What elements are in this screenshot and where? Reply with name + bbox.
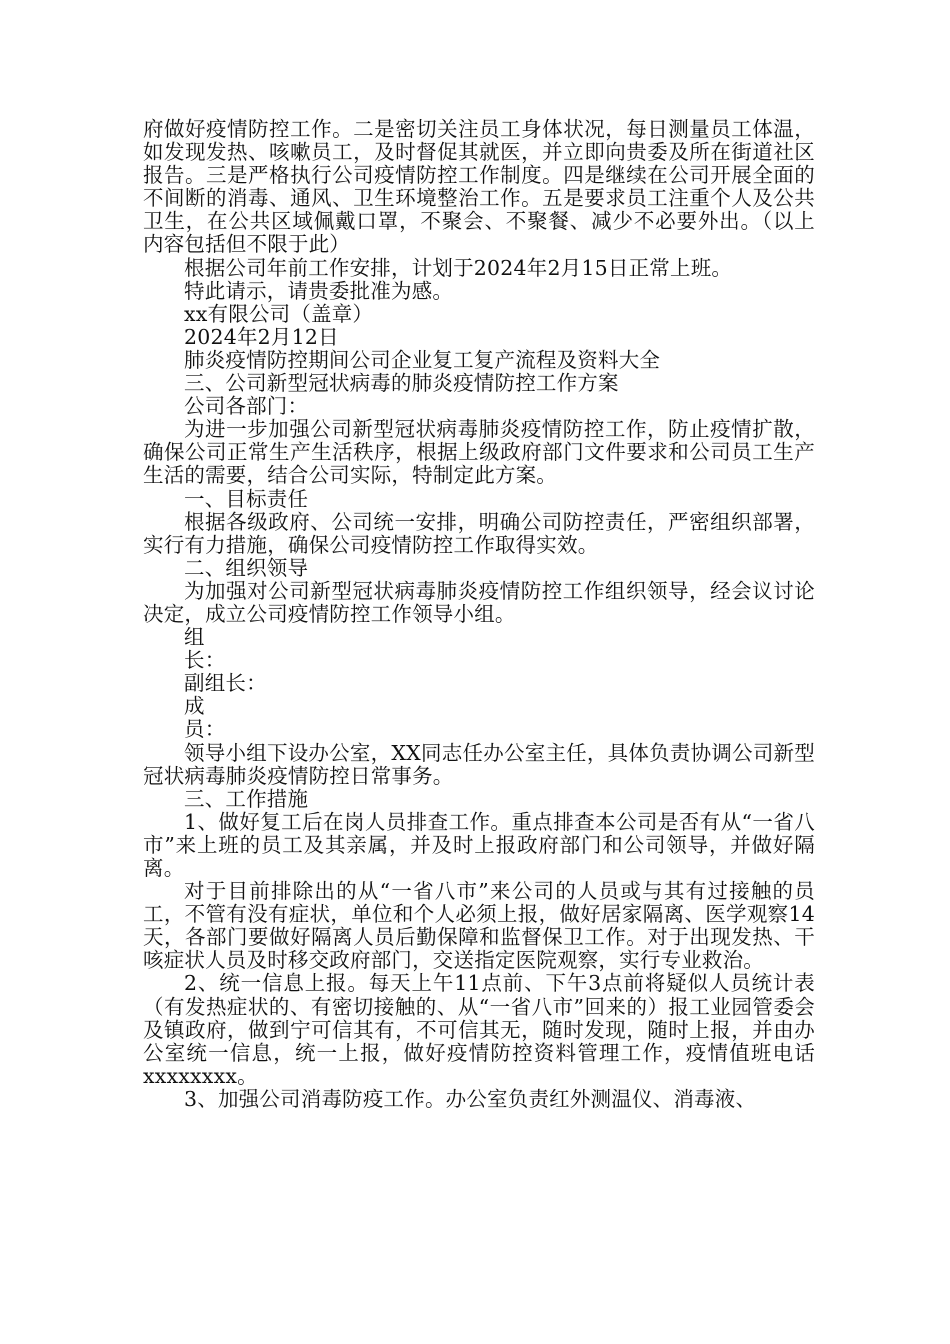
section-title: 肺炎疫情防控期间公司企业复工复产流程及资料大全	[184, 347, 661, 372]
document-date: 2024年2月12日	[184, 324, 339, 349]
paragraph: 特此请示，请贵委批准为感。	[184, 278, 454, 303]
role-label: 员：	[184, 717, 226, 742]
role-label: 成	[184, 694, 205, 719]
paragraph: 根据公司年前工作安排，计划于2024年2月15日正常上班。	[184, 255, 733, 280]
paragraph: 领导小组下设办公室，XX同志任办公室主任，具体负责协调公司新型冠状病毒肺炎疫情防控日常事务。	[143, 740, 815, 788]
section-heading: 三、公司新型冠状病毒的肺炎疫情防控工作方案	[184, 371, 619, 396]
paragraph: 3、加强公司消毒防疫工作。办公室负责红外测温仪、消毒液、	[184, 1086, 757, 1111]
paragraph: 2、统一信息上报。每天上午11点前、下午3点前将疑似人员统计表（有发热症状的、有密切接触的、从“一省八市”回来的）报工业园管委会及镇政府，做到宁可信其有，不可信其无，随时发现，随时上报，并由办公室统一信息，统一上报，做好疫情防控资料管理工作，疫情值班电话xxxxxxxx。	[143, 971, 815, 1088]
paragraph: 1、做好复工后在岗人员排查工作。重点排查本公司是否有从“一省八市”来上班的员工及其亲属，并及时上报政府部门和公司领导，并做好隔离。	[143, 809, 815, 880]
section-heading: 二、组织领导	[184, 555, 309, 580]
role-label: 组	[184, 625, 205, 650]
salutation: 公司各部门：	[184, 394, 309, 419]
paragraph: 为进一步加强公司新型冠状病毒肺炎疫情防控工作，防止疫情扩散，确保公司正常生产生活秩序，根据上级政府部门文件要求和公司员工生产生活的需要，结合公司实际，特制定此方案。	[143, 417, 815, 488]
paragraph: 对于目前排除出的从“一省八市”来公司的人员或与其有过接触的员工，不管有没有症状，单位和个人必须上报，做好居家隔离、医学观察14天，各部门要做好隔离人员后勤保障和监督保卫工作。对于出现发热、干咳症状人员及时移交政府部门，交送指定医院观察，实行专业救治。	[143, 879, 815, 973]
company-signature: xx有限公司（盖章）	[184, 301, 374, 326]
paragraph: 为加强对公司新型冠状病毒肺炎疫情防控工作组织领导，经会议讨论决定，成立公司疫情防控工作领导小组。	[143, 578, 815, 626]
role-label: 长：	[184, 648, 226, 673]
paragraph: 根据各级政府、公司统一安排，明确公司防控责任，严密组织部署，实行有力措施，确保公司疫情防控工作取得实效。	[143, 509, 815, 557]
section-heading: 一、目标责任	[184, 486, 309, 511]
section-heading: 三、工作措施	[184, 786, 309, 811]
document-body	[143, 118, 815, 1111]
role-label: 副组长：	[184, 671, 267, 696]
paragraph: 府做好疫情防控工作。二是密切关注员工身体状况，每日测量员工体温，如发现发热、咳嗽员工，及时督促其就医，并立即向贵委及所在街道社区报告。三是严格执行公司疫情防控工作制度。四是继续在公司开展全面的不间断的消毒、通风、卫生环境整治工作。五是要求员工注重个人及公共卫生，在公共区域佩戴口罩，不聚会、不聚餐、减少不必要外出。（以上内容包括但不限于此）	[143, 117, 815, 257]
